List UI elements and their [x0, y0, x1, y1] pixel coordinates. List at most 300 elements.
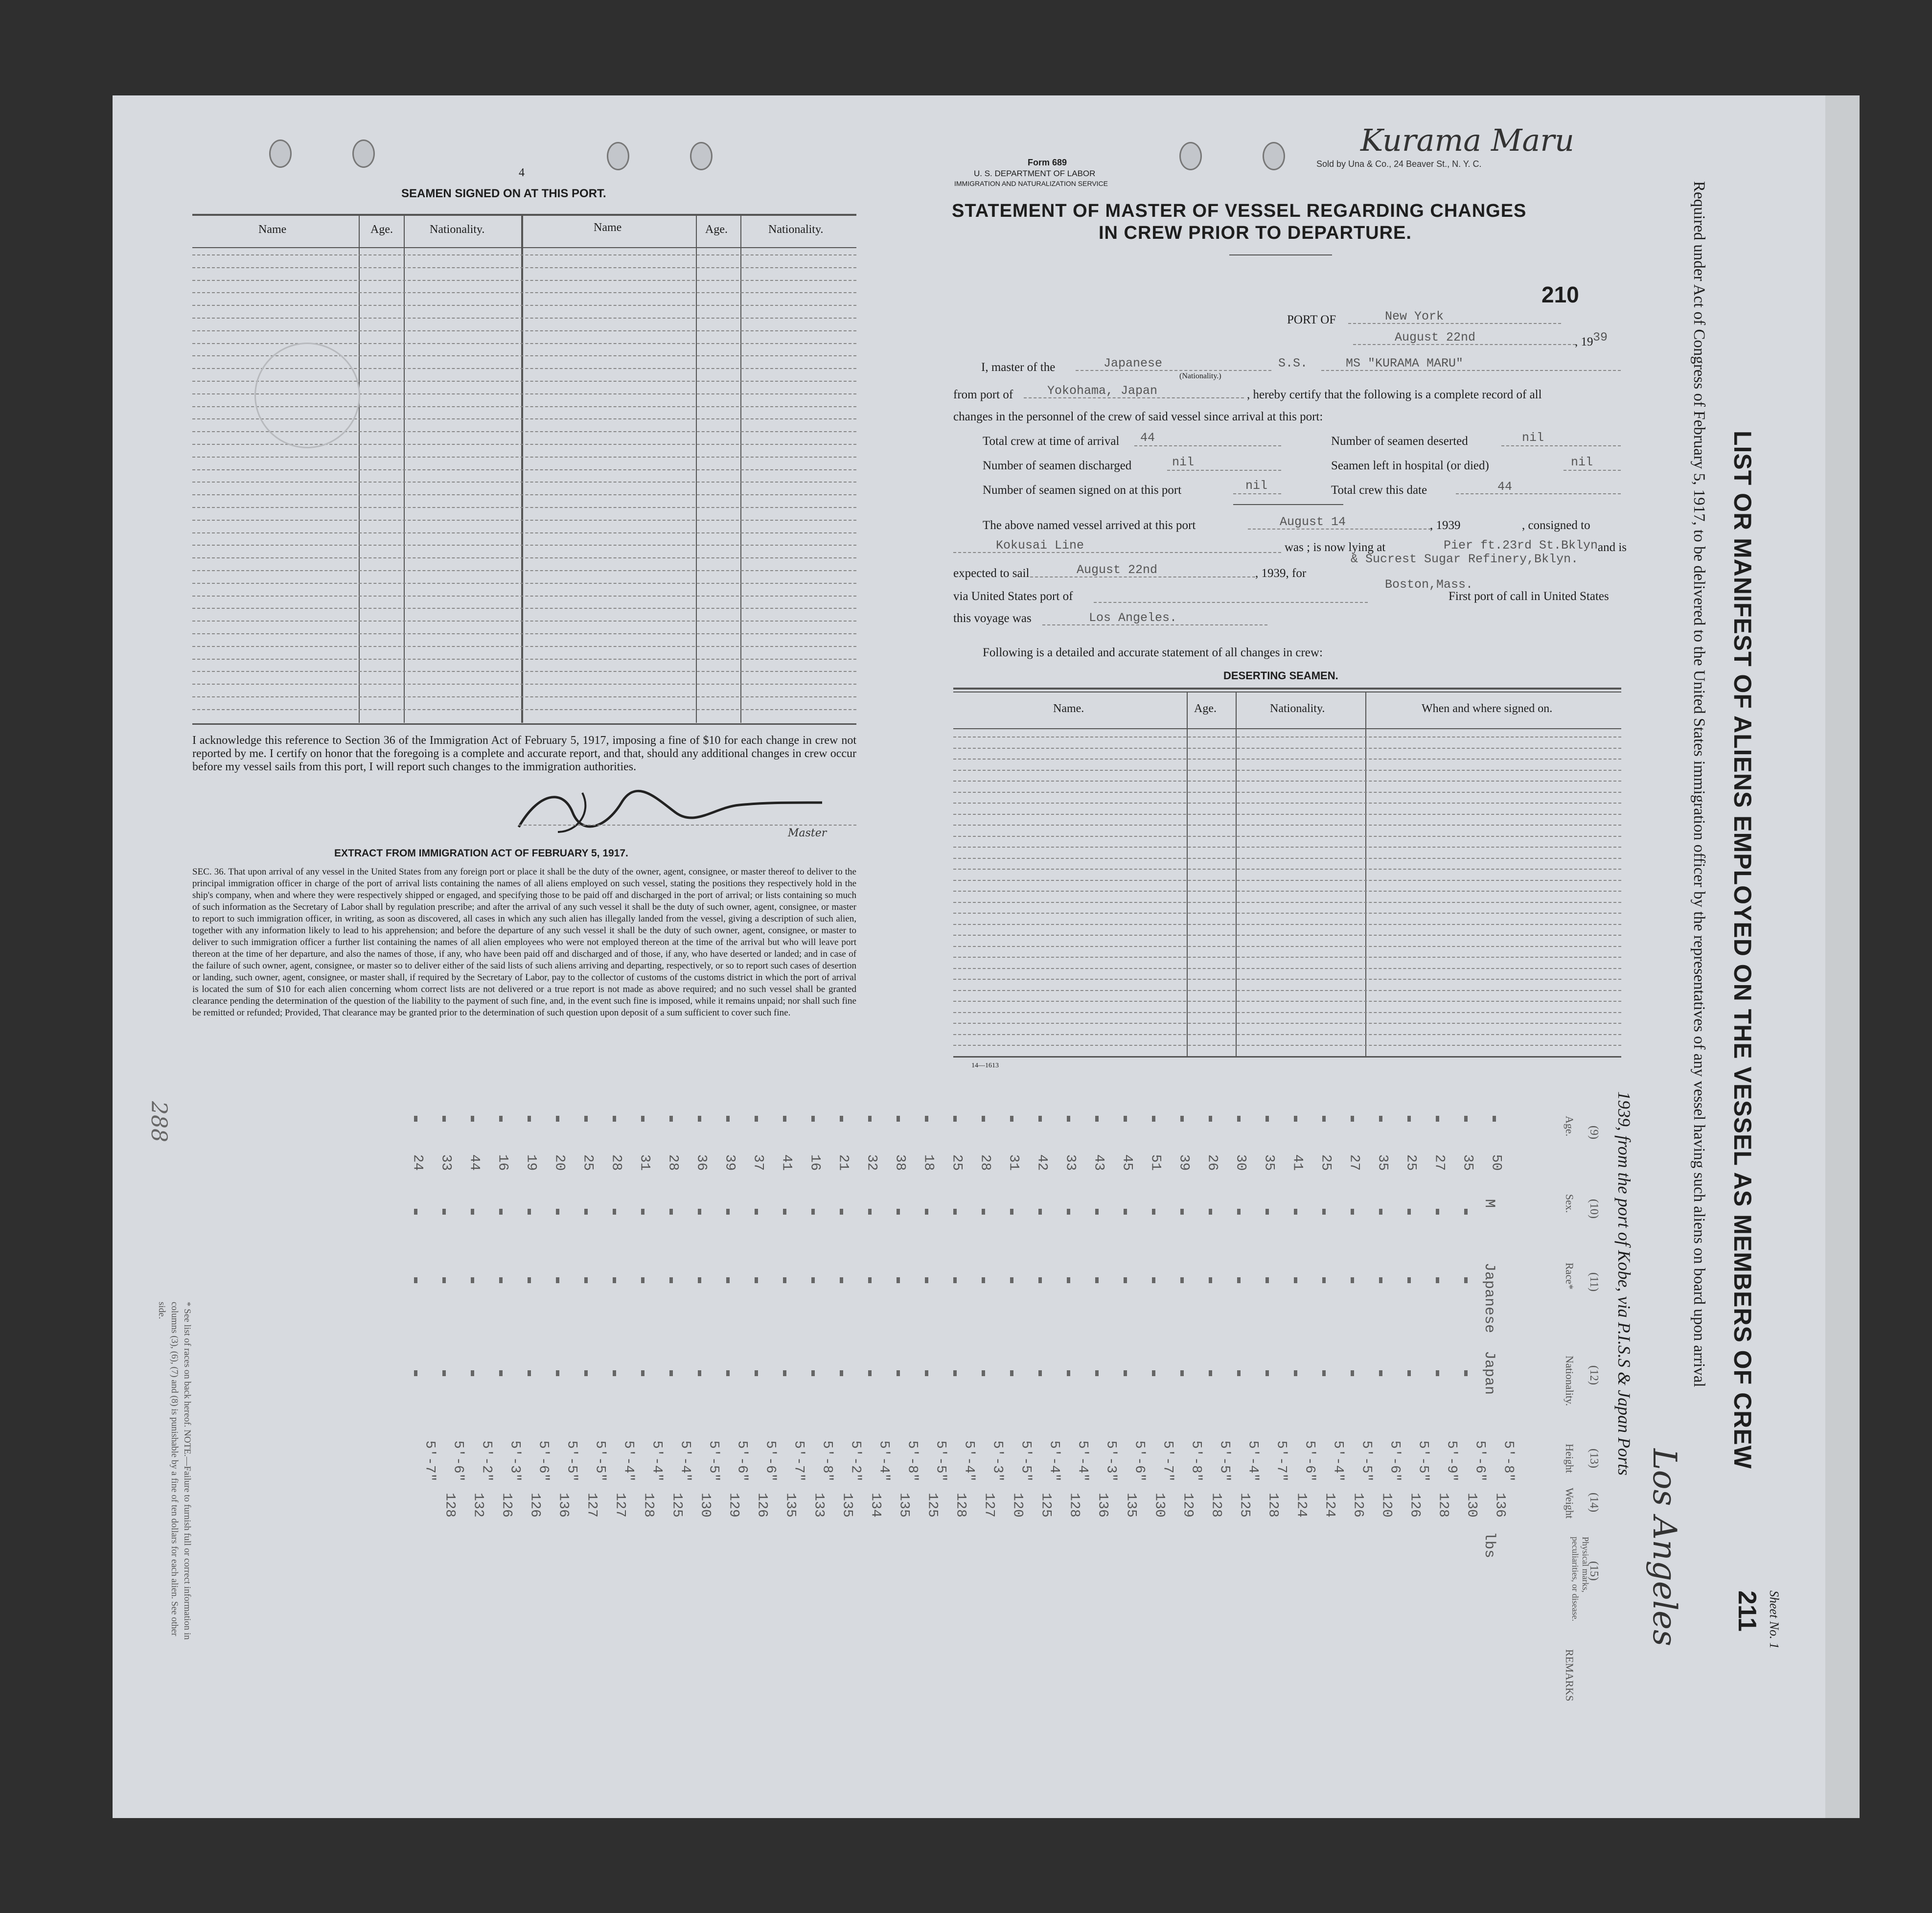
crew-age-cell: 39 — [1176, 1154, 1192, 1171]
ditto-mark — [1209, 1209, 1212, 1215]
ditto-mark — [811, 1370, 815, 1376]
ditto-mark — [669, 1277, 673, 1283]
ditto-mark — [840, 1370, 843, 1376]
pier-value-2: & Sucrest Sugar Refinery,Bklyn. — [1351, 552, 1579, 566]
ditto-mark — [811, 1209, 815, 1215]
deserting-row-rule — [953, 792, 1621, 793]
ditto-mark — [499, 1209, 503, 1215]
crew-weight-cell: 135 — [896, 1493, 912, 1518]
ditto-mark — [499, 1370, 503, 1376]
field-line — [1456, 493, 1621, 494]
table-row-rule — [192, 545, 856, 546]
crew-weight-cell: 126 — [1407, 1493, 1423, 1518]
ditto-mark — [1067, 1116, 1070, 1122]
crew-age-cell: 25 — [949, 1154, 965, 1171]
ditto-mark — [1038, 1370, 1042, 1376]
ditto-mark — [1237, 1209, 1241, 1215]
ditto-mark — [953, 1116, 957, 1122]
crew-age-cell: 35 — [1375, 1154, 1390, 1171]
crew-height-cell: 5'-5" — [564, 1440, 579, 1482]
crew-height-cell: 5'-7" — [422, 1440, 437, 1482]
deserting-col-name: Name. — [1053, 702, 1084, 715]
ditto-mark — [698, 1116, 701, 1122]
table-row-rule — [192, 557, 856, 558]
ditto-mark — [1265, 1277, 1269, 1283]
via-label: via United States port of — [953, 590, 1073, 603]
ditto-mark — [471, 1277, 474, 1283]
year-prefix: , 19 — [1575, 335, 1593, 348]
deserting-row-rule — [953, 836, 1621, 837]
ditto-mark — [1322, 1116, 1326, 1122]
ditto-mark — [1237, 1116, 1241, 1122]
ditto-mark — [1067, 1277, 1070, 1283]
ditto-mark — [641, 1370, 644, 1376]
ditto-mark — [953, 1209, 957, 1215]
crew-age-cell: 19 — [523, 1154, 539, 1171]
ditto-mark — [613, 1277, 616, 1283]
crew-height-cell: 5'-7" — [1160, 1440, 1175, 1482]
crew-height-cell: 5'-6" — [1387, 1440, 1403, 1482]
ditto-mark — [1351, 1277, 1354, 1283]
crew-height-cell: 5'-5" — [1018, 1440, 1034, 1482]
ditto-mark — [1038, 1116, 1042, 1122]
crew-weight-cell: 127 — [584, 1493, 599, 1518]
crew-age-cell: 37 — [750, 1154, 766, 1171]
ditto-mark — [1322, 1277, 1326, 1283]
ditto-mark — [1265, 1370, 1269, 1376]
deserting-row-rule — [953, 946, 1621, 947]
table-row-rule — [192, 482, 856, 483]
ditto-mark — [1010, 1277, 1013, 1283]
crew-age-cell: 39 — [722, 1154, 737, 1171]
deserting-row-rule — [953, 913, 1621, 914]
sum-rule — [1233, 504, 1343, 505]
left-page-number: 4 — [519, 166, 525, 179]
ditto-mark — [1180, 1277, 1184, 1283]
ditto-mark — [840, 1277, 843, 1283]
ss-label: S.S. — [1278, 356, 1308, 370]
ditto-mark — [641, 1277, 644, 1283]
ditto-mark — [1379, 1116, 1382, 1122]
crew-age-cell: 16 — [495, 1154, 510, 1171]
ditto-mark — [1180, 1370, 1184, 1376]
colnum-13: (13) — [1587, 1449, 1600, 1468]
ditto-mark — [925, 1209, 928, 1215]
ditto-mark — [755, 1209, 758, 1215]
table-row-rule — [192, 254, 856, 255]
deserting-row-rule — [953, 1012, 1621, 1013]
hospital-value: nil — [1571, 455, 1593, 469]
ditto-mark — [442, 1370, 446, 1376]
total-crew-arrival-label: Total crew at time of arrival — [983, 435, 1120, 448]
crew-height-cell: 5'-4" — [961, 1440, 977, 1482]
department-label: U. S. DEPARTMENT OF LABOR — [974, 169, 1096, 178]
arrived-year: , 1939 — [1430, 519, 1461, 532]
ditto-mark — [1351, 1209, 1354, 1215]
deserting-title: DESERTING SEAMEN. — [1223, 669, 1338, 682]
crew-weight-cell: 135 — [782, 1493, 798, 1518]
table-row-rule — [192, 318, 856, 319]
form-number: Form 689 — [1028, 158, 1067, 167]
punch-hole — [607, 142, 629, 170]
crew-height-cell: 5'-2" — [479, 1440, 494, 1482]
crew-age-cell: 28 — [665, 1154, 681, 1171]
nationality-caption: (Nationality.) — [1179, 372, 1221, 380]
ditto-mark — [1407, 1209, 1411, 1215]
ditto-mark — [868, 1370, 872, 1376]
signed-on-label: Number of seamen signed on at this port — [983, 484, 1182, 497]
crew-height-cell: 5'-4" — [1330, 1440, 1346, 1482]
crew-height-cell: 5'-8" — [904, 1440, 920, 1482]
crew-age-cell: 30 — [1233, 1154, 1248, 1171]
ditto-mark — [1038, 1277, 1042, 1283]
from-port-label: from port of — [953, 388, 1013, 401]
ditto-mark — [613, 1209, 616, 1215]
ditto-mark — [726, 1277, 730, 1283]
ditto-mark — [669, 1116, 673, 1122]
ditto-mark — [1124, 1370, 1127, 1376]
ditto-mark — [953, 1277, 957, 1283]
deserting-row-rule — [953, 1023, 1621, 1024]
ditto-mark — [1464, 1209, 1468, 1215]
vessel-line — [1321, 370, 1621, 371]
deserting-row-rule — [953, 990, 1621, 991]
crew-age-cell: 31 — [637, 1154, 652, 1171]
ditto-mark — [528, 1116, 531, 1122]
vendor-line: Sold by Una & Co., 24 Beaver St., N. Y. C. — [1316, 159, 1482, 169]
ditto-mark — [584, 1277, 588, 1283]
statement-title-1: STATEMENT OF MASTER OF VESSEL REGARDING CHANGES — [952, 201, 1527, 221]
crew-height-cell: 5'-9" — [1444, 1440, 1459, 1482]
ditto-mark — [442, 1209, 446, 1215]
crew-weight-cell: 130 — [697, 1493, 713, 1518]
crew-age-cell: 32 — [864, 1154, 879, 1171]
crew-age-cell: 28 — [608, 1154, 624, 1171]
ditto-mark — [669, 1209, 673, 1215]
crew-weight-cell: 126 — [499, 1493, 514, 1518]
crew-weight-cell: 136 — [555, 1493, 571, 1518]
crew-weight-cell: 128 — [953, 1493, 968, 1518]
ditto-mark — [1237, 1370, 1241, 1376]
ditto-mark — [1124, 1116, 1127, 1122]
table-row-rule — [192, 469, 856, 470]
ditto-mark — [584, 1209, 588, 1215]
first-port-value: Los Angeles. — [1089, 611, 1177, 625]
seamen-signed-title: SEAMEN SIGNED ON AT THIS PORT. — [401, 187, 606, 200]
crew-height-cell: 5'-4" — [621, 1440, 636, 1482]
crew-weight-cell: 133 — [811, 1493, 827, 1518]
crew-height-cell: 5'-8" — [1188, 1440, 1204, 1482]
ditto-mark — [726, 1370, 730, 1376]
port-value: New York — [1385, 309, 1444, 323]
ditto-mark — [1010, 1209, 1013, 1215]
lower-col-header-sex: Sex. — [1564, 1194, 1576, 1213]
crew-age-cell: 41 — [779, 1154, 794, 1171]
voyage-label: this voyage was — [953, 612, 1032, 625]
table-row-rule — [192, 520, 856, 521]
deserting-bottom-rule — [953, 1056, 1621, 1058]
acknowledgement-text: I acknowledge this reference to Section 36 of the Immigration Act of February 5, 1917, imposing a fine of $10 for each change in crew not reported by me. I certify on honor that the foregoing is a complete and accurate report, and that, should any additional changes in crew occur before my vessel sails from this port, I will report such changes to the immigration authorities. — [192, 734, 856, 773]
ditto-mark — [528, 1370, 531, 1376]
crew-height-cell: 5'-8" — [1500, 1440, 1516, 1482]
lower-col-header-physical: Physical marks, peculiarities, or disease. — [1570, 1537, 1590, 1621]
crew-age-cell: 25 — [580, 1154, 596, 1171]
form-code: 14—1613 — [971, 1062, 999, 1069]
table-row-rule — [192, 305, 856, 306]
handwritten-port: Los Angeles — [1646, 1449, 1683, 1646]
first-row-nationality: Japan — [1481, 1351, 1497, 1395]
sail-label: expected to sail — [953, 567, 1030, 580]
ditto-mark — [783, 1209, 786, 1215]
deserting-row-rule — [953, 924, 1621, 925]
ditto-mark — [414, 1277, 417, 1283]
field-line — [1042, 624, 1267, 625]
ditto-mark — [897, 1209, 900, 1215]
ditto-mark — [1407, 1370, 1411, 1376]
sail-year: , 1939, for — [1255, 567, 1307, 580]
colnum-12: (12) — [1587, 1365, 1600, 1385]
ditto-mark — [442, 1116, 446, 1122]
crew-age-cell: 31 — [1006, 1154, 1021, 1171]
first-row-race: Japanese — [1481, 1263, 1497, 1334]
ditto-mark — [1294, 1116, 1297, 1122]
master-label: Master — [788, 827, 827, 839]
deserting-row-rule — [953, 814, 1621, 815]
crew-height-cell: 5'-4" — [1245, 1440, 1261, 1482]
table-row-rule — [192, 608, 856, 609]
ditto-mark — [1010, 1116, 1013, 1122]
deserting-row-rule — [953, 748, 1621, 749]
table-row-rule — [192, 684, 856, 685]
colnum-15: (15) — [1587, 1561, 1600, 1581]
ditto-mark — [953, 1370, 957, 1376]
field-line — [1248, 529, 1431, 530]
header-rule — [192, 247, 856, 248]
table-row-rule — [192, 671, 856, 672]
crew-weight-cell: 126 — [754, 1493, 770, 1518]
colnum-9: (9) — [1587, 1126, 1600, 1139]
crew-weight-cell: 128 — [1066, 1493, 1082, 1518]
ditto-mark — [755, 1370, 758, 1376]
signature-line — [519, 825, 856, 826]
ditto-mark — [925, 1116, 928, 1122]
ditto-mark — [1010, 1370, 1013, 1376]
extract-text: SEC. 36. That upon arrival of any vessel in the United States from any foreign port or place it shall be the duty of the owner, agent, consignee, or master thereof to deliver to the principal immigration officer in charge of the port of arrival lists containing the names of all aliens employed on such vessel, stating the positions they respectively hold in the ship's company, when and where they were respectively shipped or engaged, and specifying those to be paid off and discharged in the port of arrival; or lists containing so much of such information as the Secretary of Labor shall by regulation prescribe; and after the arrival of any such vessel it shall be the duty of such owner, agent, consignee, or master to report to such immigration officer, in writing, as soon as discovered, all cases in which any such alien has illegally landed from the vessel, giving a description of such alien, together with any information likely to lead to his apprehension; and before the departure of any such vessel it shall be the duty of such owner, agent, consignee, or master to deliver to such immigration officer a further list containing the names of all alien employees who were not employed thereon at the time of the arrival but who will leave port thereon at the time of her departure, and also the names of those, if any, who have been paid off and discharged and of those, if any, who have deserted or landed; and in case of the failure of such owner, agent, consignee, or master so to deliver either of the said lists of such aliens arriving and departing, respectively, or so to report such cases of desertion or landing, such owner, agent, consignee, or master shall, if required by the Secretary of Labor, pay to the collector of customs of the customs district in which the port of arrival is located the sum of $10 for each alien concerning whom correct lists are not delivered or a true report is not made as above required; and no such vessel shall be granted clearance pending the determination of the question of the liability to the payment of such fine, and, in the event such fine is imposed, while it remains unpaid; nor shall such fine be remitted or refunded; Provided, That clearance may be granted prior to the determination of such question upon deposit of a sum sufficient to cover such fine. — [192, 867, 856, 1018]
crew-height-cell: 5'-2" — [848, 1440, 863, 1482]
crew-age-cell: 35 — [1261, 1154, 1277, 1171]
table-row-rule — [192, 532, 856, 533]
required-text: Required under Act of Congress of February 5, 1917, to be delivered to the United States immigration officer by the representatives of any vessel having such aliens on board upon arrival — [1690, 181, 1708, 1387]
crew-height-cell: 5'-5" — [706, 1440, 721, 1482]
deserted-value: nil — [1522, 431, 1544, 445]
ditto-mark — [1152, 1116, 1155, 1122]
from-port-line — [1024, 397, 1244, 398]
ditto-mark — [499, 1116, 503, 1122]
crew-age-cell: 20 — [552, 1154, 567, 1171]
ditto-mark — [1237, 1277, 1241, 1283]
date-line — [1353, 344, 1576, 345]
deserting-row-rule — [953, 979, 1621, 980]
deserting-row-rule — [953, 847, 1621, 848]
ditto-mark — [1294, 1370, 1297, 1376]
official-seal — [254, 343, 360, 448]
crew-weight-cell: 129 — [726, 1493, 741, 1518]
crew-height-cell: 5'-4" — [677, 1440, 693, 1482]
deserting-row-rule — [953, 770, 1621, 771]
sail-value: August 22nd — [1077, 563, 1158, 577]
deserting-col-nationality: Nationality. — [1270, 702, 1325, 715]
ditto-mark — [471, 1116, 474, 1122]
ditto-mark — [726, 1209, 730, 1215]
punch-hole — [1179, 142, 1202, 170]
crew-weight-cell: 127 — [612, 1493, 628, 1518]
total-today-label: Total crew this date — [1331, 484, 1427, 497]
table-row-rule — [192, 267, 856, 268]
crew-age-cell: 25 — [1403, 1154, 1419, 1171]
ditto-mark — [982, 1209, 985, 1215]
discharged-value: nil — [1172, 455, 1195, 469]
crew-weight-cell: 136 — [1095, 1493, 1110, 1518]
crew-height-cell: 5'-4" — [1046, 1440, 1062, 1482]
crew-weight-cell: 135 — [1123, 1493, 1139, 1518]
ditto-mark — [925, 1370, 928, 1376]
ditto-mark — [584, 1370, 588, 1376]
title-underline — [1229, 254, 1332, 255]
arrived-value: August 14 — [1280, 515, 1346, 529]
field-line — [1134, 445, 1281, 446]
col-header-nationality-2: Nationality. — [768, 223, 824, 236]
ditto-mark — [1379, 1370, 1382, 1376]
deserting-row-rule — [953, 1045, 1621, 1046]
ditto-mark — [669, 1370, 673, 1376]
ditto-mark — [499, 1277, 503, 1283]
ditto-mark — [1379, 1209, 1382, 1215]
crew-weight-cell: 136 — [1492, 1493, 1508, 1518]
ditto-mark — [1067, 1209, 1070, 1215]
punch-hole — [269, 139, 292, 168]
ditto-mark — [755, 1116, 758, 1122]
crew-age-cell: 26 — [1204, 1154, 1220, 1171]
consignee-value: Kokusai Line — [996, 538, 1084, 553]
deserting-row-rule — [953, 1001, 1621, 1002]
punch-hole — [690, 142, 713, 170]
crew-weight-cell: 128 — [1208, 1493, 1224, 1518]
crew-weight-cell: 128 — [1435, 1493, 1451, 1518]
crew-age-cell: 51 — [1148, 1154, 1163, 1171]
table-row-rule — [192, 330, 856, 331]
ditto-mark — [868, 1277, 872, 1283]
crew-height-cell: 5'-3" — [1103, 1440, 1119, 1482]
crew-age-cell: 43 — [1091, 1154, 1106, 1171]
master-of-the-label: I, master of the — [981, 361, 1056, 374]
field-line — [1094, 602, 1368, 603]
crew-weight-cell: 125 — [669, 1493, 685, 1518]
ditto-mark — [1379, 1277, 1382, 1283]
field-line — [1233, 493, 1281, 494]
lower-col-header-height: Height — [1564, 1444, 1576, 1473]
crew-age-cell: 38 — [892, 1154, 908, 1171]
deserting-row-rule — [953, 858, 1621, 859]
field-line — [953, 552, 1281, 553]
crew-weight-cell: 127 — [981, 1493, 997, 1518]
crew-age-cell: 42 — [1034, 1154, 1050, 1171]
crew-height-cell: 5'-4" — [649, 1440, 665, 1482]
crew-height-cell: 5'-5" — [592, 1440, 608, 1482]
crew-age-cell: 35 — [1460, 1154, 1475, 1171]
deserting-top-rule — [953, 688, 1621, 690]
next-page-strip — [1825, 95, 1860, 1818]
ditto-mark — [698, 1370, 701, 1376]
ditto-mark — [1322, 1209, 1326, 1215]
crew-age-cell: 25 — [1318, 1154, 1334, 1171]
ditto-mark — [925, 1277, 928, 1283]
deserting-row-rule — [953, 880, 1621, 881]
ditto-mark — [698, 1209, 701, 1215]
table-row-rule — [192, 659, 856, 660]
crew-age-cell: 27 — [1346, 1154, 1362, 1171]
ditto-mark — [471, 1370, 474, 1376]
table-row-rule — [192, 621, 856, 622]
ditto-mark — [982, 1370, 985, 1376]
ditto-mark — [1436, 1116, 1439, 1122]
ditto-mark — [1407, 1116, 1411, 1122]
ditto-mark — [1436, 1370, 1439, 1376]
destination-value: Boston,Mass. — [1385, 577, 1473, 592]
crew-weight-cell: 130 — [1151, 1493, 1167, 1518]
crew-age-cell: 45 — [1119, 1154, 1135, 1171]
col-header-age-2: Age. — [705, 223, 728, 236]
stamp-number: 210 — [1541, 282, 1579, 307]
signed-on-value: nil — [1245, 479, 1268, 493]
col-header-name: Name — [258, 223, 287, 236]
statement-title-2: IN CREW PRIOR TO DEPARTURE. — [1099, 223, 1412, 243]
crew-height-cell: 5'-6" — [1302, 1440, 1317, 1482]
ditto-mark — [982, 1277, 985, 1283]
manifest-title: LIST OR MANIFEST OF ALIENS EMPLOYED ON THE VESSEL AS MEMBERS OF CREW — [1729, 431, 1756, 1469]
punch-hole — [352, 139, 375, 168]
colnum-10: (10) — [1587, 1199, 1600, 1219]
ditto-mark — [1464, 1277, 1468, 1283]
ditto-mark — [1095, 1209, 1099, 1215]
ditto-mark — [783, 1277, 786, 1283]
ditto-mark — [840, 1116, 843, 1122]
crew-age-cell: 41 — [1289, 1154, 1305, 1171]
deserting-row-rule — [953, 891, 1621, 892]
ditto-mark — [1464, 1116, 1468, 1122]
field-line — [1564, 470, 1621, 471]
crew-weight-cell: 120 — [1379, 1493, 1394, 1518]
crew-height-cell: 5'-5" — [1217, 1440, 1232, 1482]
first-row-weight-unit: lbs — [1481, 1532, 1497, 1559]
ditto-mark — [1407, 1277, 1411, 1283]
crew-weight-cell: 125 — [1237, 1493, 1252, 1518]
service-label: IMMIGRATION AND NATURALIZATION SERVICE — [954, 180, 1108, 187]
ditto-mark — [783, 1116, 786, 1122]
crew-weight-cell: 126 — [1350, 1493, 1366, 1518]
hospital-label: Seamen left in hospital (or died) — [1331, 459, 1489, 472]
lower-col-header-nationality: Nationality. — [1564, 1356, 1576, 1406]
ditto-mark — [840, 1209, 843, 1215]
ditto-mark — [1265, 1116, 1269, 1122]
deserting-row-rule — [953, 935, 1621, 936]
deserting-header-rule — [953, 728, 1621, 729]
crew-height-cell: 5'-5" — [1358, 1440, 1374, 1482]
table-row-rule — [192, 457, 856, 458]
ditto-mark — [1322, 1370, 1326, 1376]
lower-col-header-race: Race* — [1564, 1263, 1576, 1290]
ditto-mark — [1436, 1277, 1439, 1283]
ditto-mark — [613, 1116, 616, 1122]
